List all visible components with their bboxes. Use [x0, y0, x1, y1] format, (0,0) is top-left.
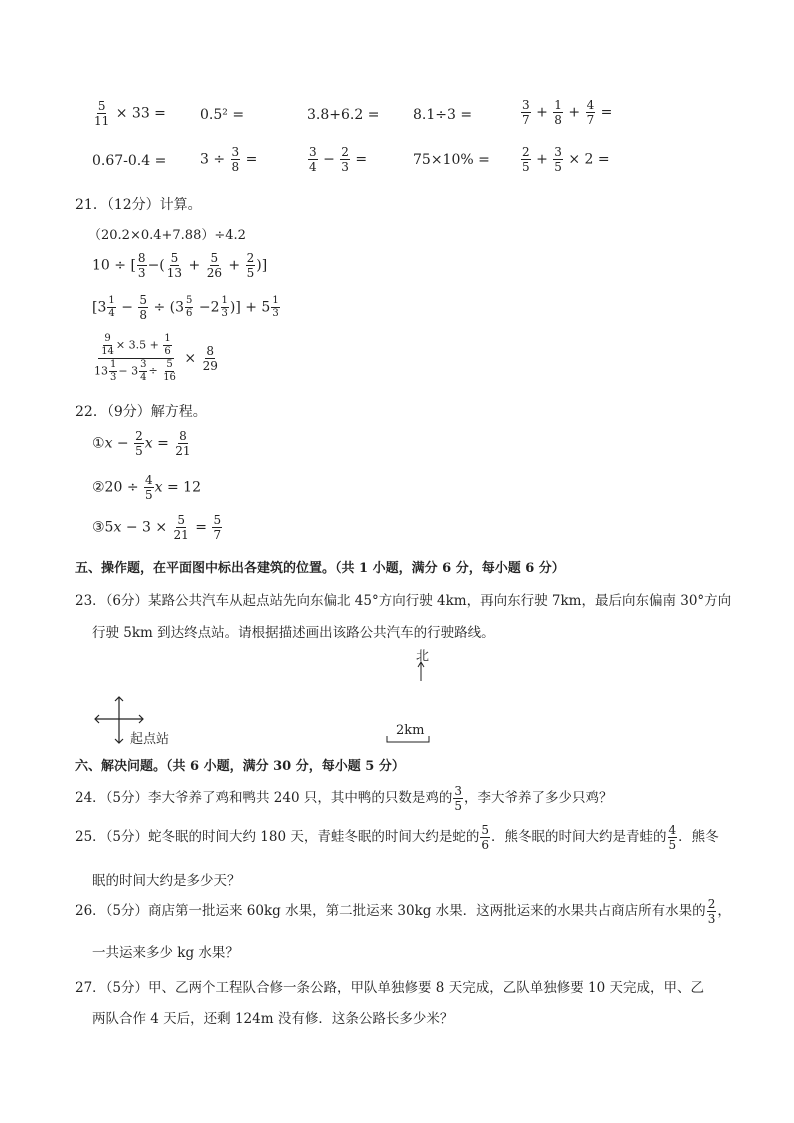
q21-title: 21．（12分）计算。 — [75, 197, 202, 213]
q22-equation-2: ②20 ÷ $\frac{4}{5}$ x = 12 — [92, 473, 201, 502]
q24: 24．（5分）李大爷养了鸡和鸭共 240 只，其中鸭的只数是鸡的 $\frac{3}{5}$ ，李大爷养了多少只鸡？ — [75, 784, 613, 813]
oral-item-10: $\frac{2}{5}$ + $\frac{3}{5}$ × 2 = — [522, 145, 610, 174]
q21-expr-1: （20.2×0.4+7.88）÷4.2 — [88, 228, 246, 243]
oral-item-3: 3.8+6.2 = — [307, 107, 380, 123]
oral-item-9: 75×10% = — [413, 152, 490, 168]
oral-item-8: $\frac{3}{4}$ − $\frac{2}{3}$ = — [309, 145, 368, 174]
q23-line-2: 行驶 5km 到达终点站。请根据描述画出该路公共汽车的行驶路线。 — [92, 625, 495, 641]
q21-expr-2: 10 ÷ [ $\frac{8}{3}$ −( $\frac{5}{13}$ + $\frac{5}{26}$ + $\frac{2}{5}$ )] — [92, 251, 268, 280]
start-station-label: 起点站 — [130, 732, 170, 747]
q25-line-2: 眠的时间大约是多少天？ — [92, 873, 241, 889]
fraction: $\frac{5}{11}$ — [94, 99, 110, 128]
oral-item-7: 3 ÷ $\frac{3}{8}$ = — [200, 145, 258, 174]
q22-title: 22．（9分）解方程。 — [75, 404, 207, 420]
oral-item-4: 8.1÷3 = — [413, 107, 473, 123]
q21-expr-4: $\frac{9}{14}$ × 3.5 + $\frac{1}{6}$ 13 $\frac{1}{3}$ − 3 $\frac{3}{4}$ ÷ $\frac{5}{16}$ × $\frac{8}{29}$ — [94, 333, 218, 383]
q22-equation-3: ③5x − 3 × $\frac{5}{21}$ = $\frac{5}{7}$ — [92, 513, 222, 542]
north-label: 北 — [416, 649, 430, 664]
oral-item-2: 0.5² = — [200, 107, 245, 123]
north-arrow-icon — [415, 660, 427, 682]
q25-line-1: 25．（5分）蛇冬眠的时间大约 180 天，青蛙冬眠的时间大约是蛇的 $\frac{5}{6}$ ．熊冬眠的时间大约是青蛙的 $\frac{4}{5}$ ．熊冬 — [75, 823, 719, 852]
q26-line-2: 一共运来多少 kg 水果？ — [92, 945, 239, 961]
scale-bar — [386, 735, 430, 745]
oral-item-6: 0.67-0.4 = — [92, 153, 167, 169]
section-5-title: 五、操作题，在平面图中标出各建筑的位置。（共 1 小题，满分 6 分，每小题 6 分） — [75, 561, 565, 576]
scale-label: 2km — [396, 723, 425, 738]
q21-expr-3: [3 $\frac{1}{4}$ − $\frac{5}{8}$ ÷ (3 $\frac{5}{6}$ −2 $\frac{1}{3}$ )] + 5 $\frac{1}{3}$ — [92, 293, 279, 322]
q27-line-1: 27．（5分）甲、乙两个工程队合修一条公路，甲队单独修要 8 天完成，乙队单独修要 10 天完成，甲、乙 — [75, 980, 704, 996]
q22-equation-1: ①x − $\frac{2}{5}$ x = $\frac{8}{21}$ — [92, 429, 191, 458]
q27-line-2: 两队合作 4 天后，还剩 124m 没有修．这条公路长多少米？ — [92, 1011, 454, 1027]
oral-item-5: $\frac{3}{7}$ + $\frac{1}{8}$ + $\frac{4}{7}$ = — [522, 98, 613, 127]
oral-item-1: $\frac{5}{11}$ × 33 = — [94, 99, 166, 128]
q23-line-1: 23．（6分）某路公共汽车从起点站先向东偏北 45°方向行驶 4km，再向东行驶 7km，最后向东偏南 30°方向 — [75, 593, 732, 609]
section-6-title: 六、解决问题。（共 6 小题，满分 30 分，每小题 5 分） — [75, 759, 405, 774]
q26-line-1: 26．（5分）商店第一批运来 60kg 水果，第二批运来 30kg 水果．这两批运来的水果共占商店所有水果的 $\frac{2}{3}$ ， — [75, 897, 731, 926]
